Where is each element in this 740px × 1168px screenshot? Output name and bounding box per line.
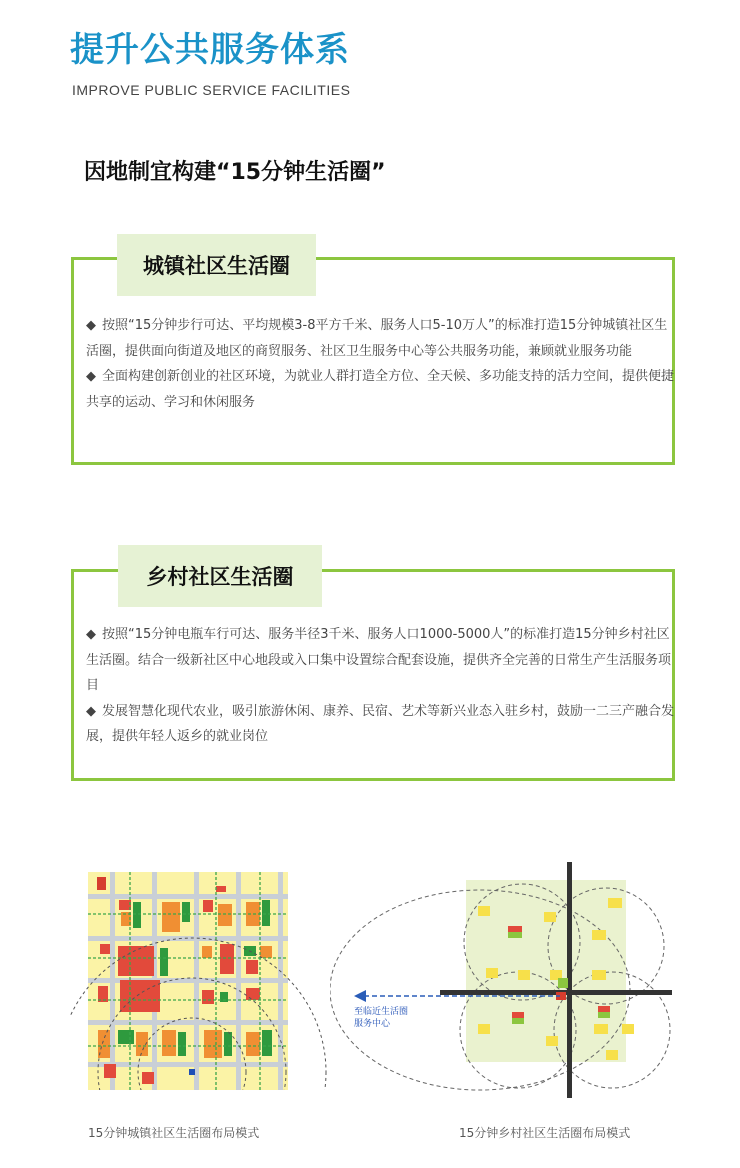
page-title: 提升公共服务体系 — [70, 30, 350, 70]
bullet-icon: ◆ — [86, 627, 96, 642]
section-heading: 因地制宜构建“15分钟生活圈” — [84, 160, 386, 185]
rural-text — [86, 622, 678, 750]
bullet-icon: ◆ — [86, 318, 96, 333]
urban-item-1: 按照“15分钟步行可达、平均规模3-8平方千米、服务人口5-10万人”的标准打造15分钟城镇社区生活圈，提供面向街道及地区的商贸服务、社区卫生服务中心等公共服务功能，兼顾就业服务功能 — [86, 318, 668, 359]
urban-text — [86, 313, 678, 415]
bullet-icon: ◆ — [86, 369, 96, 384]
rural-item-2: 发展智慧化现代农业，吸引旅游休闲、康养、民宿、艺术等新兴业态入驻乡村，鼓励一二三产融合发展，提供年轻人返乡的就业岗位 — [86, 703, 675, 744]
bullet-icon: ◆ — [86, 703, 96, 719]
rural-tab: 乡村社区生活圈 — [118, 545, 322, 607]
arrow-label-line-2: 服务中心 — [354, 1019, 391, 1029]
page-subtitle: IMPROVE PUBLIC SERVICE FACILITIES — [72, 82, 351, 98]
rural-item-1: 按照“15分钟电瓶车行可达、服务半径3千米、服务人口1000-5000人”的标准打造15分钟乡村社区生活圈。结合一级新社区中心地段或入口集中设置综合配套设施，提供齐全完善的日常生产生活服务项目 — [86, 627, 672, 693]
arrow-label-line-1: 至临近生活圈 — [354, 1007, 409, 1017]
rural-layout-diagram — [330, 860, 710, 1100]
urban-diagram-caption: 15分钟城镇社区生活圈布局模式 — [88, 1126, 260, 1140]
rural-diagram-caption: 15分钟乡村社区生活圈布局模式 — [459, 1126, 631, 1140]
urban-tab: 城镇社区生活圈 — [117, 234, 316, 296]
urban-layout-diagram — [70, 860, 330, 1090]
urban-item-2: 全面构建创新创业的社区环境，为就业人群打造全方位、全天候、多功能支持的活力空间，提供便捷共享的运动、学习和休闲服务 — [86, 369, 675, 410]
